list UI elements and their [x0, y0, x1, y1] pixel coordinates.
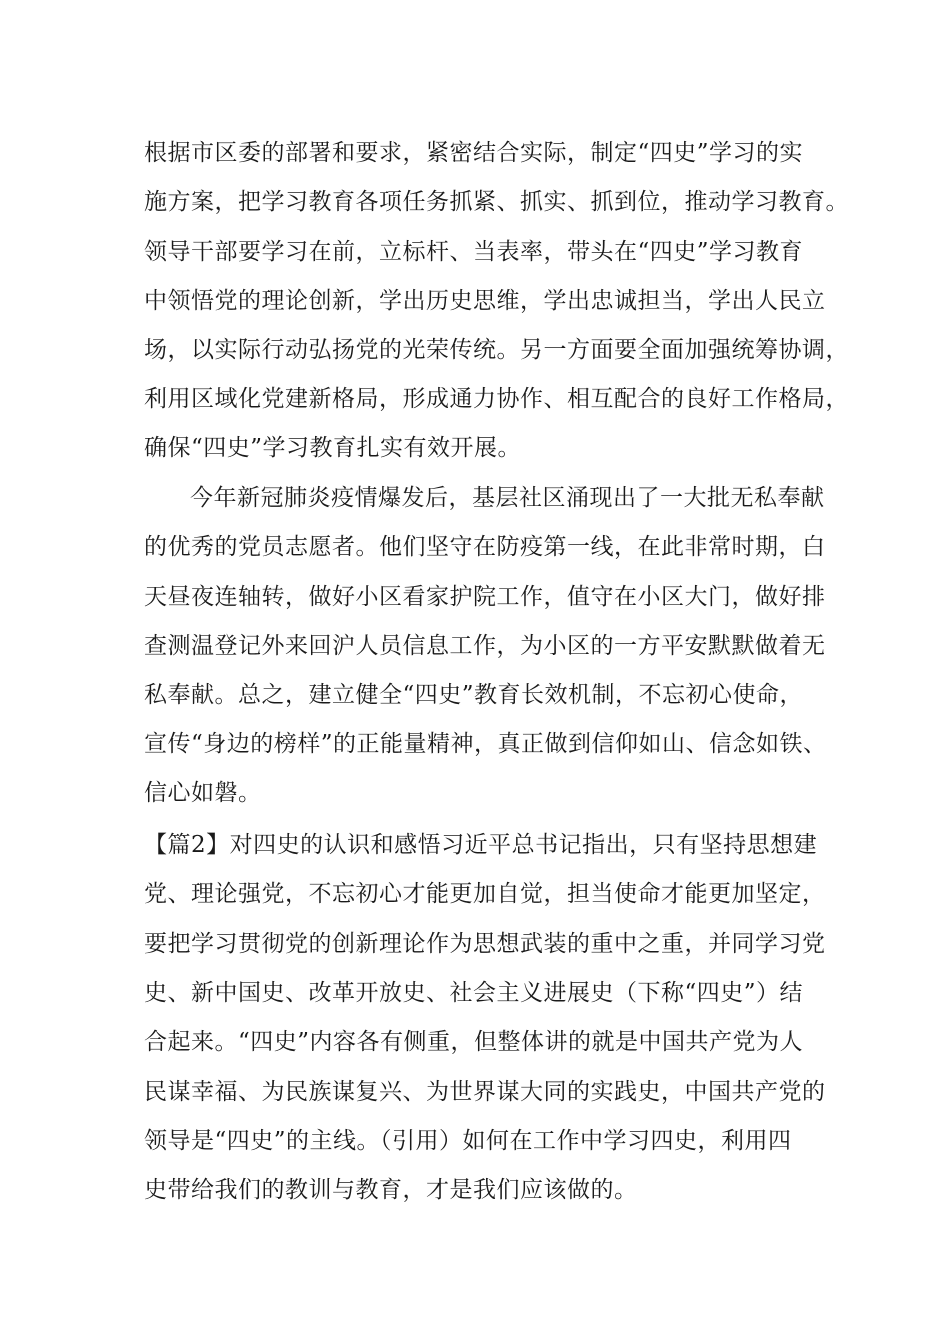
- text-line: 信心如磐。: [144, 780, 262, 806]
- text-line: 领导干部要学习在前，立标杆、当表率，带头在“四史”学习教育: [144, 239, 804, 265]
- text-line: 史带给我们的教训与教育，才是我们应该做的。: [144, 1177, 638, 1203]
- text-line: 今年新冠肺炎疫情爆发后，基层社区涌现出了一大批无私奉献: [190, 485, 825, 511]
- text-line: 根据市区委的部署和要求，紧密结合实际，制定“四史”学习的实: [144, 140, 804, 166]
- text-line: 要把学习贯彻党的创新理论作为思想武装的重中之重，并同学习党: [144, 931, 826, 957]
- text-line: 的优秀的党员志愿者。他们坚守在防疫第一线，在此非常时期，白: [144, 534, 826, 560]
- text-line: 党、理论强党，不忘初心才能更加自觉，担当使命才能更加坚定，: [144, 881, 826, 907]
- text-line: 民谋幸福、为民族谋复兴、为世界谋大同的实践史，中国共产党的: [144, 1079, 826, 1105]
- text-line: 私奉献。总之，建立健全“四史”教育长效机制，不忘初心使命，: [144, 682, 804, 708]
- text-line: 宣传“身边的榜样”的正能量精神，真正做到信仰如山、信念如铁、: [144, 731, 827, 757]
- text-line: 确保“四史”学习教育扎实有效开展。: [144, 435, 522, 461]
- text-line: 史、新中国史、改革开放史、社会主义进展史（下称“四史”）结: [144, 980, 804, 1006]
- text-line: 领导是“四史”的主线。（引用）如何在工作中学习四史，利用四: [144, 1128, 792, 1154]
- text-line: 【篇2】对四史的认识和感悟习近平总书记指出，只有坚持思想建: [144, 832, 818, 858]
- text-line: 天昼夜连轴转，做好小区看家护院工作，值守在小区大门，做好排: [144, 584, 826, 610]
- text-line: 合起来。“四史”内容各有侧重，但整体讲的就是中国共产党为人: [144, 1029, 804, 1055]
- text-line: 查测温登记外来回沪人员信息工作，为小区的一方平安默默做着无: [144, 633, 826, 659]
- text-line: 中领悟党的理论创新，学出历史思维，学出忠诚担当，学出人民立: [144, 288, 826, 314]
- text-line: 利用区域化党建新格局，形成通力协作、相互配合的良好工作格局，: [144, 386, 849, 412]
- text-line: 施方案，把学习教育各项任务抓紧、抓实、抓到位，推动学习教育。: [144, 189, 849, 215]
- text-line: 场，以实际行动弘扬党的光荣传统。另一方面要全面加强统筹协调，: [144, 337, 849, 363]
